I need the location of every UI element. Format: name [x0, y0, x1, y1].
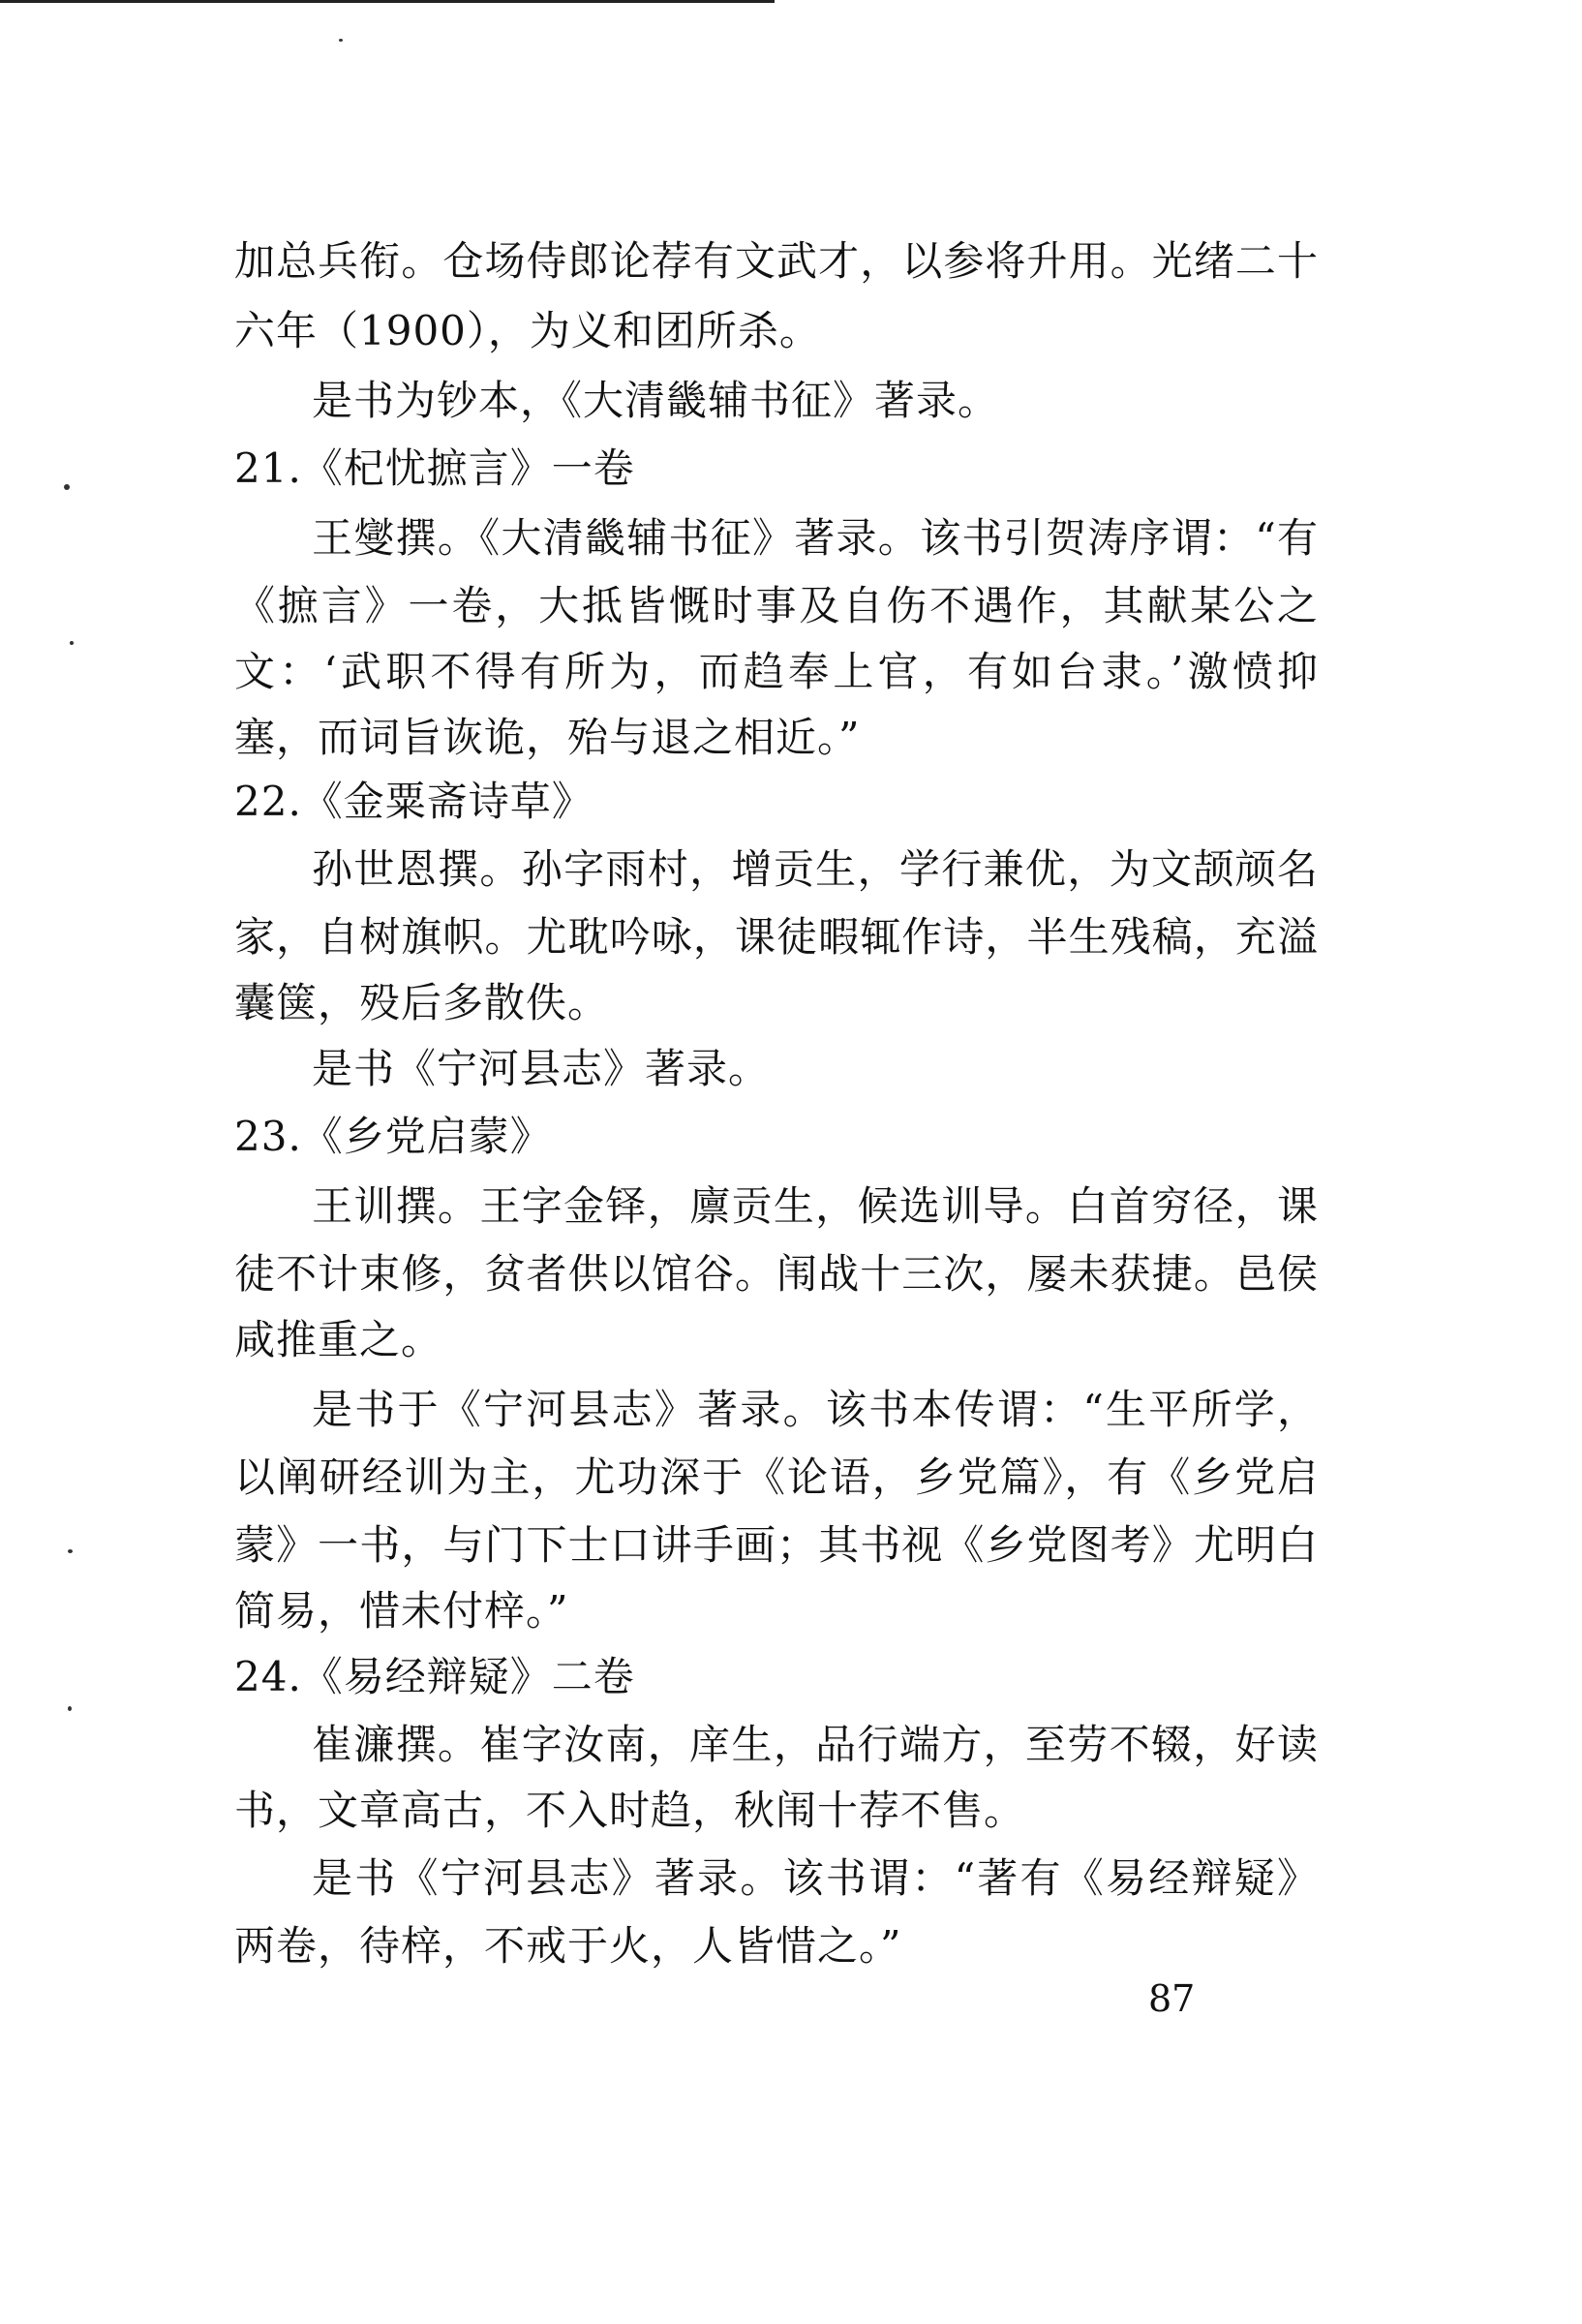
text-line: 咸推重之。: [234, 1316, 443, 1363]
scan-speck: [64, 484, 70, 490]
text-line: 囊箧，殁后多散佚。: [234, 979, 610, 1026]
scan-speck: [70, 641, 74, 645]
text-line: 两卷，待梓，不戒于火，人皆惜之。”: [234, 1922, 902, 1970]
text-line: 是书《宁河县志》著录。: [312, 1045, 771, 1092]
text-line: 王燮撰。《大清畿辅书征》著录。该书引贺涛序谓：“有: [312, 514, 1319, 562]
text-line: 蒙》一书，与门下士口讲手画；其书视《乡党图考》尤明白: [234, 1521, 1319, 1569]
text-line: 《摭言》一卷，大抵皆慨时事及自伤不遇作，其献某公之: [234, 582, 1319, 629]
scan-speck: [339, 39, 343, 42]
text-line: 加总兵衔。仓场侍郎论荐有文武才，以参将升用。光绪二十: [234, 237, 1319, 285]
text-line: 书，文章高古，不入时趋，秋闱十荐不售。: [234, 1787, 1026, 1834]
text-line: 孙世恩撰。孙字雨村，增贡生，学行兼优，为文颉颃名: [312, 845, 1319, 893]
entry-heading: 22.《金粟斋诗草》: [234, 778, 593, 825]
text-line: 塞，而词旨诙诡，殆与退之相近。”: [234, 714, 861, 761]
entry-heading: 24.《易经辩疑》二卷: [234, 1653, 635, 1700]
text-line: 是书为钞本，《大清畿辅书征》著录。: [312, 377, 1000, 424]
text-line: 崔濂撰。崔字汝南，庠生，品行端方，至劳不辍，好读: [312, 1721, 1319, 1768]
text-line: 徒不计束修，贫者供以馆谷。闱战十三次，屡未获捷。邑侯: [234, 1250, 1319, 1298]
text-line: 家，自树旗帜。尤耽吟咏，课徒暇辄作诗，半生残稿，充溢: [234, 913, 1319, 961]
text-line: 简易，惜未付梓。”: [234, 1587, 569, 1635]
page-number: 87: [1148, 1977, 1196, 2020]
text-line: 六年（1900），为义和团所杀。: [234, 307, 821, 354]
entry-heading: 23.《乡党启蒙》: [234, 1113, 552, 1160]
text-line: 是书于《宁河县志》著录。该书本传谓：“生平所学，: [312, 1386, 1319, 1433]
entry-heading: 21.《杞忧摭言》一卷: [234, 444, 635, 492]
scan-speck: [68, 1549, 73, 1553]
text-line: 以阐研经训为主，尤功深于《论语，乡党篇》，有《乡党启: [234, 1453, 1319, 1501]
text-line: 王训撰。王字金铎，廪贡生，候选训导。白首穷径，课: [312, 1182, 1319, 1230]
text-line: 文：‘武职不得有所为，而趋奉上官，有如台隶。’激愤抑: [234, 648, 1319, 695]
text-line: 是书《宁河县志》著录。该书谓：“著有《易经辩疑》: [312, 1854, 1319, 1902]
scan-speck: [68, 1706, 72, 1711]
